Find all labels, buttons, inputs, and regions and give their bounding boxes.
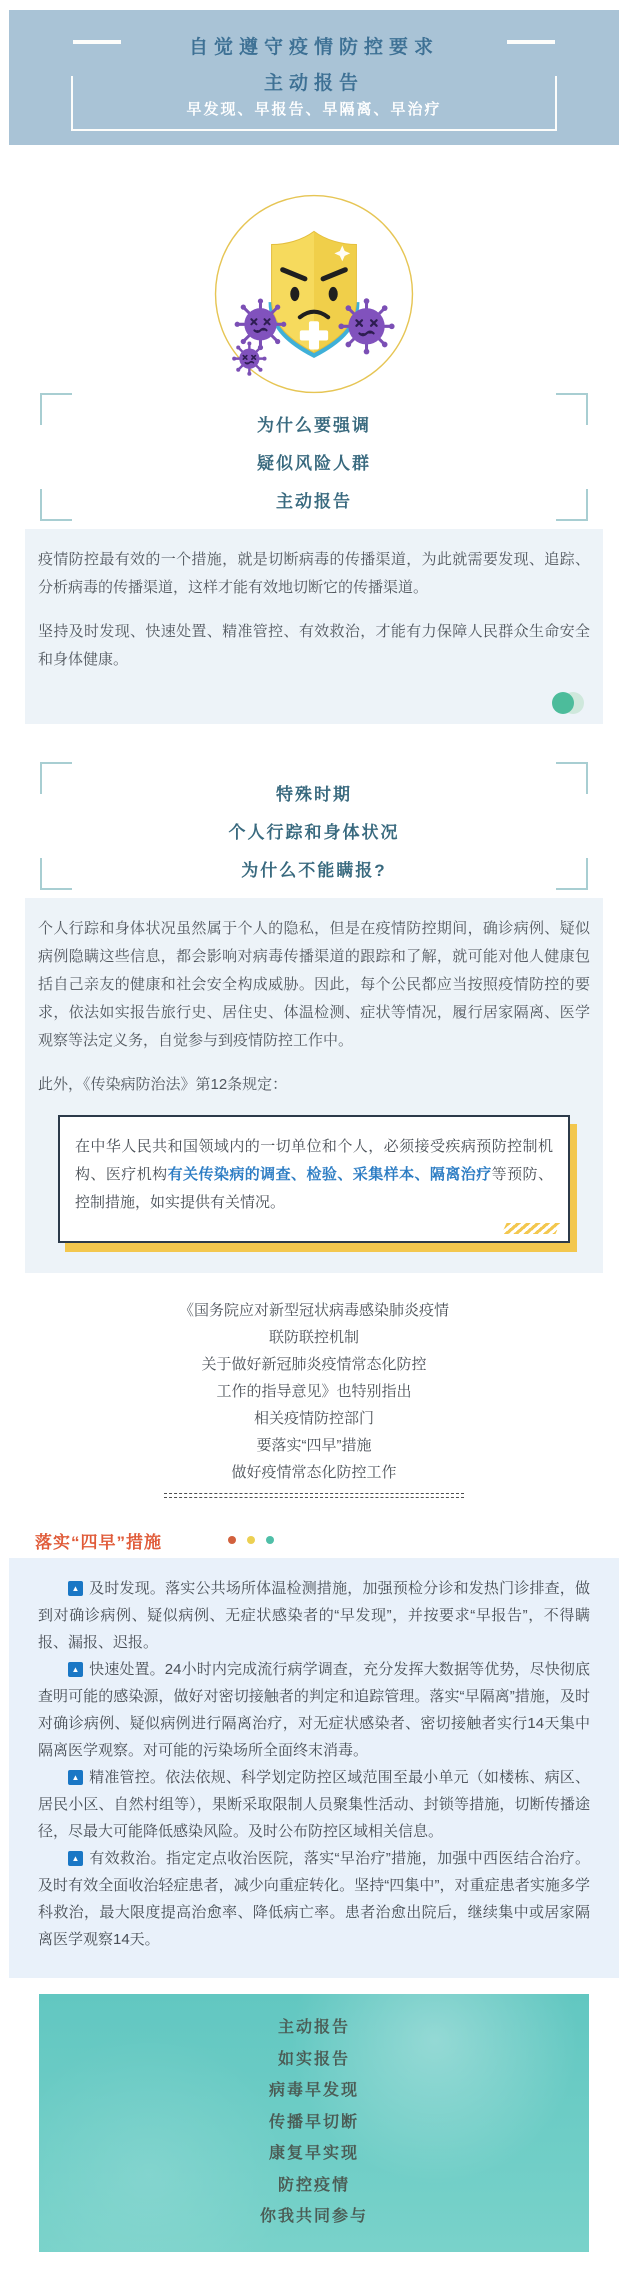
guidance-line: 关于做好新冠肺炎疫情常态化防控: [201, 1356, 427, 1373]
corner-bracket: [556, 762, 588, 794]
law-text-before: 在中华人民共和国领域内的一切单位和个人，必须接受疾病预防控制机构、医疗机构: [75, 1138, 553, 1183]
corner-bracket: [40, 762, 72, 794]
section-title-line: 个人行踪和身体状况: [228, 823, 400, 842]
section-title-line: 主动报告: [276, 492, 352, 511]
banner-frame: [71, 76, 557, 131]
law-intro: 此外，《传染病防治法》第12条规定：: [38, 1076, 288, 1093]
slogan-line: 病毒早发现: [268, 2082, 359, 2099]
guidance-line: 做好疫情常态化防控工作: [231, 1464, 397, 1481]
law-text-after: 等预防、控制措施，如实提供有关情况。: [75, 1166, 553, 1211]
slogan-card: [39, 1994, 589, 2252]
triangle-bullet-icon: ▲: [68, 1851, 83, 1866]
law-quote-text: [75, 1133, 553, 1217]
measure-item: [38, 1656, 590, 1764]
panel-no-conceal: [25, 898, 603, 1273]
banner-title-line2: 主动报告: [263, 73, 364, 94]
measure-item: [38, 1764, 590, 1845]
section-title-line: 为什么不能瞒报?: [241, 861, 387, 880]
measure-item: [38, 1845, 590, 1953]
four-early-panel: [9, 1558, 619, 1978]
decor-dash-left: [73, 40, 121, 44]
four-early-section: [9, 1522, 619, 1978]
dashed-separator: [164, 1493, 464, 1498]
measure-text: 及时发现。落实公共场所体温检测措施，加强预检分诊和发热门诊排查，做到对确诊病例、疑似病例、无症状感染者的“早发现”，并按要求“早报告”，不得瞒报、漏报、迟报。: [38, 1580, 590, 1651]
measure-text: 有效救治。指定定点收治医院，落实“早治疗”措施，加强中西医结合治疗。及时有效全面收治轻症患者，减少向重症转化。坚持“四集中”，对重症患者实施多学科救治，最大限度提高治愈率、降低病亡率。患者治愈出院后，继续集中或居家隔离医学观察14天。: [38, 1850, 590, 1948]
section-title-why-report: [40, 393, 588, 521]
shield-vs-virus-graphic: [213, 193, 415, 395]
corner-bracket: [40, 858, 72, 890]
triangle-bullet-icon: ▲: [68, 1770, 83, 1785]
body-paragraph: 坚持及时发现、快速处置、精准管控、有效救治，才能有力保障人民群众生命安全和身体健康。: [38, 623, 590, 668]
guidance-line: 要落实“四早”措施: [256, 1437, 372, 1454]
section-title-line: 为什么要强调: [257, 416, 371, 435]
measure-item: [38, 1575, 590, 1656]
panel-why-report: [25, 529, 603, 724]
virus-icon-small: [232, 341, 266, 375]
slogan-line: 传播早切断: [268, 2113, 359, 2131]
slogan-line: 如实报告: [277, 2050, 350, 2068]
law-text-highlight: 有关传染病的调查、检验、采集样本、隔离治疗: [167, 1166, 492, 1183]
measure-text: 快速处置。24小时内完成流行病学调查，充分发挥大数据等优势，尽快彻底查明可能的感染源，做好对密切接触者的判定和追踪管理。落实“早隔离”措施，及时对确诊病例、疑似病例进行隔离治疗，对无症状感染者、密切接触者实行14天集中隔离医学观察。对可能的污染场所全面终末消毒。: [38, 1661, 590, 1759]
guidance-statement: [0, 1297, 628, 1498]
slogan-line: 防控疫情: [277, 2176, 350, 2194]
slogan-line: 康复早实现: [268, 2145, 359, 2162]
body-paragraph: 个人行踪和身体状况虽然属于个人的隐私，但是在疫情防控期间，确诊病例、疑似病例隐瞒这些信息，都会影响对病毒传播渠道的跟踪和了解，就可能对他人健康包括自己亲友的健康和社会安全构成威胁。因此，每个公民都应当按照疫情防控的要求，依法如实报告旅行史、居住史、体温检测、症状等情况，履行居家隔离、医学观察等法定义务，自觉参与到疫情防控工作中。: [38, 920, 590, 1049]
slogan-line: 你我共同参与: [259, 2208, 368, 2225]
corner-bracket: [40, 393, 72, 425]
guidance-line: 《国务院应对新型冠状病毒感染肺炎疫情: [178, 1302, 449, 1319]
circle-decor-teal: [552, 692, 574, 714]
decor-dash-right: [507, 40, 555, 44]
dots-decoration: [228, 1536, 274, 1544]
dot-yellow: [247, 1536, 255, 1544]
four-early-heading: 落实“四早”措施: [35, 1532, 162, 1552]
section-title-no-conceal: [40, 762, 588, 890]
corner-bracket: [556, 489, 588, 521]
banner-title-line1: 自觉遵守疫情防控要求: [188, 37, 439, 58]
dot-teal: [266, 1536, 274, 1544]
header-banner: [9, 10, 619, 145]
hatch-ribbon-decoration: [501, 1223, 560, 1234]
circle-decoration: [38, 690, 590, 716]
banner-subtitle: 早发现、早报告、早隔离、早治疗: [186, 101, 442, 118]
dot-orange: [228, 1536, 236, 1544]
section-title-line: 特殊时期: [276, 785, 352, 804]
guidance-line: 工作的指导意见》也特别指出: [216, 1383, 412, 1400]
law-quote-box: [58, 1115, 570, 1243]
corner-bracket: [40, 489, 72, 521]
measure-text: 精准管控。依法依规、科学划定防控区域范围至最小单元（如楼栋、病区、居民小区、自然村组等），果断采取限制人员聚集性活动、封锁等措施，切断传播途径，尽最大可能降低感染风险。及时公布防控区域相关信息。: [38, 1769, 590, 1840]
corner-bracket: [556, 858, 588, 890]
four-early-header: [9, 1522, 619, 1558]
guidance-line: 相关疫情防控部门: [253, 1410, 374, 1427]
section-title-line: 疑似风险人群: [257, 454, 371, 473]
slogan-line: 主动报告: [277, 2019, 350, 2036]
virus-icon: [235, 298, 287, 350]
body-paragraph: 疫情防控最有效的一个措施，就是切断病毒的传播渠道，为此就需要发现、追踪、分析病毒的传播渠道，这样才能有效地切断它的传播渠道。: [38, 551, 590, 596]
virus-icon: [338, 298, 394, 354]
corner-bracket: [556, 393, 588, 425]
guidance-line: 联防联控机制: [268, 1329, 359, 1346]
triangle-bullet-icon: ▲: [68, 1581, 83, 1596]
triangle-bullet-icon: ▲: [68, 1662, 83, 1677]
shield-illustration: [213, 193, 415, 395]
